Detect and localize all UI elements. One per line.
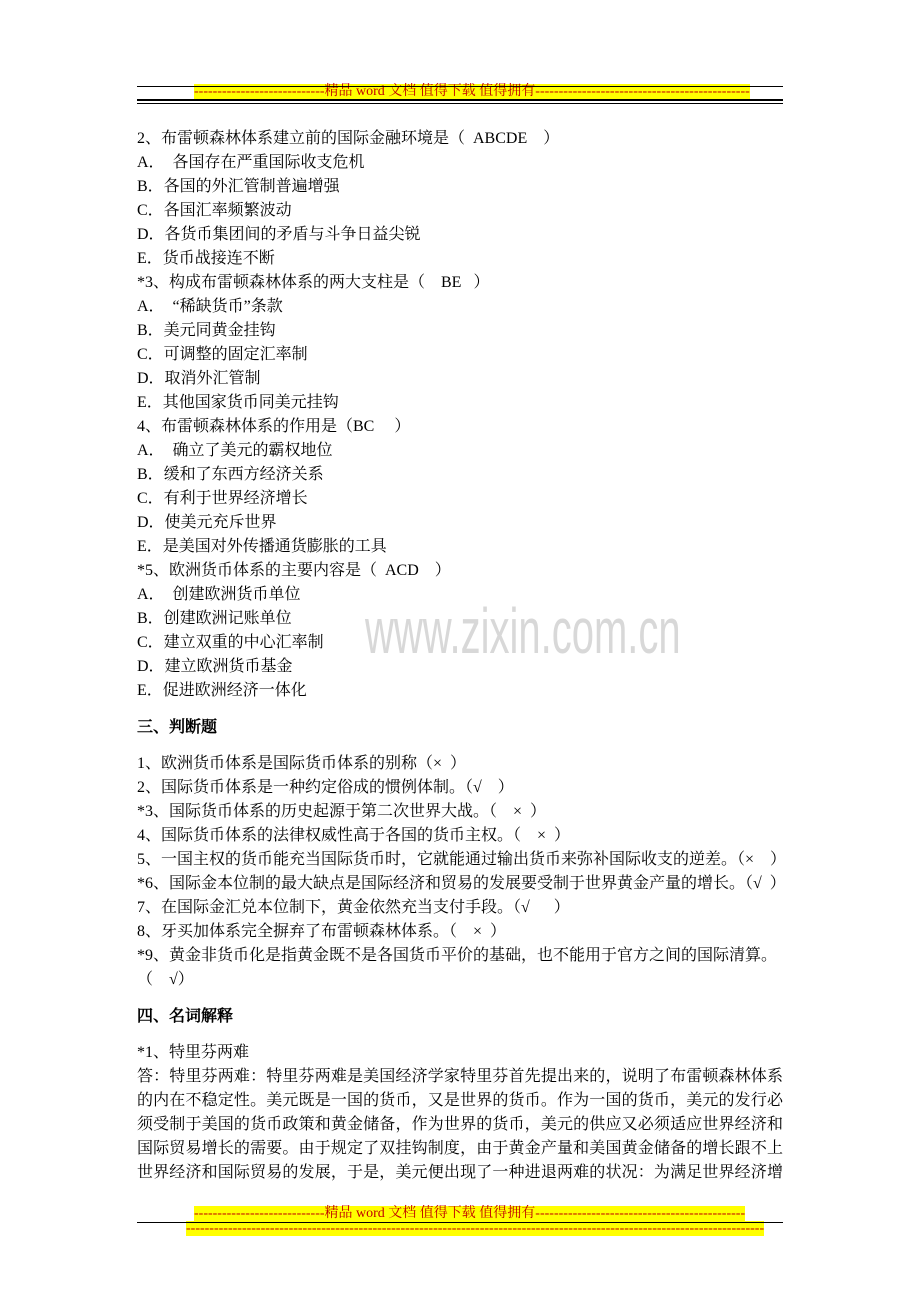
header-banner-text: ----------------------------精品 word 文档 值得下载 值得拥有----------------------------------------------	[194, 84, 750, 99]
judgment-item: 1、欧洲货币体系是国际货币体系的别称（× ）	[137, 755, 467, 772]
document-body	[137, 127, 787, 1185]
option: C．有利于世界经济增长	[137, 490, 308, 507]
glossary-answer-line: 答：特里芬两难：特里芬两难是美国经济学家特里芬首先提出来的，说明了布雷顿森林体系	[137, 1068, 783, 1085]
footer-dash-row	[172, 1205, 764, 1253]
option: A． 各国存在严重国际收支危机	[137, 154, 365, 171]
judgment-item: *3、国际货币体系的历史起源于第二次世界大战。（ × ）	[137, 803, 547, 820]
option: C．各国汇率频繁波动	[137, 202, 292, 219]
glossary-answer-line: 国际贸易增长的需要。由于规定了双挂钩制度，由于黄金产量和美国黄金储备的增长跟不上	[137, 1140, 783, 1157]
question-stem: *5、欧洲货币体系的主要内容是（ ACD ）	[137, 562, 451, 579]
question-stem: 2、布雷顿森林体系建立前的国际金融环境是（ ABCDE ）	[137, 130, 560, 147]
judgment-item: *6、国际金本位制的最大缺点是国际经济和贸易的发展要受制于世界黄金产量的增长。（√ ）	[137, 875, 786, 892]
glossary-term: *1、特里芬两难	[137, 1044, 250, 1061]
header-banner	[180, 66, 750, 117]
option: C．可调整的固定汇率制	[137, 346, 308, 363]
option: A． 确立了美元的霸权地位	[137, 442, 333, 459]
option: E．货币战接连不断	[137, 250, 275, 267]
judgment-item: 8、牙买加体系完全摒弃了布雷顿森林体系。（ × ）	[137, 923, 507, 940]
judgment-item: *9、黄金非货币化是指黄金既不是各国货币平价的基础，也不能用于官方之间的国际清算。	[137, 947, 778, 964]
option: B．各国的外汇管制普遍增强	[137, 178, 340, 195]
option: E．是美国对外传播通货膨胀的工具	[137, 538, 387, 555]
footer-rule	[137, 1222, 783, 1223]
question-stem: 4、布雷顿森林体系的作用是（BC ）	[137, 418, 411, 435]
option: E．其他国家货币同美元挂钩	[137, 394, 339, 411]
glossary-answer-line: 的内在不稳定性。美元既是一国的货币，又是世界的货币。作为一国的货币，美元的发行必	[137, 1092, 783, 1109]
footer-banner-text: ----------------------------精品 word 文档 值得下载 值得拥有---------------------------------------------	[194, 1206, 746, 1221]
glossary-answer-line: 须受制于美国的货币政策和黄金储备，作为世界的货币，美元的供应又必须适应世界经济和	[137, 1116, 783, 1133]
judgment-item-continuation: （ √）	[137, 971, 194, 988]
option: D．使美元充斥世界	[137, 514, 277, 531]
section-heading-judgment: 三、判断题	[137, 719, 218, 736]
option: A． “稀缺货币”条款	[137, 298, 283, 315]
option: B．美元同黄金挂钩	[137, 322, 276, 339]
option: B．缓和了东西方经济关系	[137, 466, 324, 483]
header-rule	[137, 86, 783, 87]
footer-dash-text: ----------------------------------------------------------------------------------------------------------------------------	[186, 1221, 765, 1236]
judgment-item: 4、国际货币体系的法律权威性高于各国的货币主权。（ × ）	[137, 827, 571, 844]
header-double-rule	[137, 99, 783, 104]
option: D．取消外汇管制	[137, 370, 261, 387]
option: D．各货币集团间的矛盾与斗争日益尖锐	[137, 226, 421, 243]
option: C．建立双重的中心汇率制	[137, 634, 324, 651]
option: D．建立欧洲货币基金	[137, 658, 293, 675]
judgment-item: 7、在国际金汇兑本位制下，黄金依然充当支付手段。（√ ）	[137, 899, 570, 916]
section-heading-glossary: 四、名词解释	[137, 1008, 234, 1025]
option: A． 创建欧洲货币单位	[137, 586, 301, 603]
watermark: www.zixin.com.cn	[365, 596, 681, 668]
question-stem: *3、构成布雷顿森林体系的两大支柱是（ BE ）	[137, 274, 490, 291]
judgment-item: 5、一国主权的货币能充当国际货币时，它就能通过输出货币来弥补国际收支的逆差。（× ）	[137, 851, 787, 868]
option: E．促进欧洲经济一体化	[137, 682, 307, 699]
judgment-item: 2、国际货币体系是一种约定俗成的惯例体制。（√ ）	[137, 779, 514, 796]
option: B．创建欧洲记账单位	[137, 610, 292, 627]
glossary-answer-line: 世界经济和国际贸易的发展，于是，美元便出现了一种进退两难的状况：为满足世界经济增	[137, 1164, 783, 1181]
